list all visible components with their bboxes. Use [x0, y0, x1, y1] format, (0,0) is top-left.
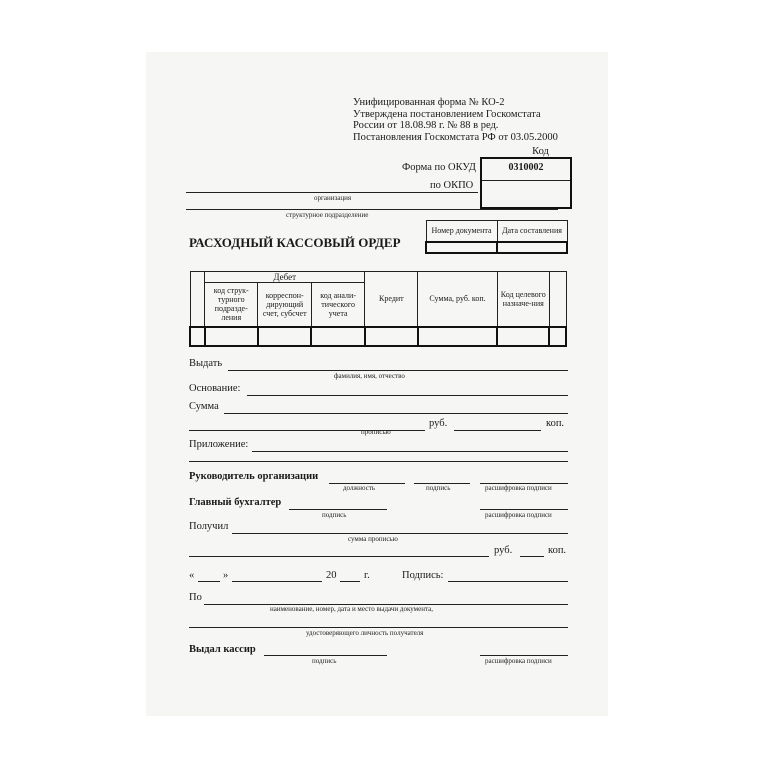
document-caption: наименование, номер, дата и место выдачи документа,	[270, 605, 433, 613]
sum-header: Сумма, руб. коп.	[418, 272, 497, 327]
quote-open: «	[189, 570, 195, 581]
kop-label: коп.	[546, 418, 565, 429]
recipient-signature-line[interactable]	[448, 581, 568, 582]
buh-decipher-line[interactable]	[480, 509, 568, 510]
header-line: Утверждена постановлением Госкомстата	[353, 108, 541, 120]
credit-header: Кредит	[365, 272, 418, 327]
podpis-caption: подпись	[426, 484, 451, 492]
analytic-code-cell[interactable]	[311, 327, 364, 346]
poluchil-kop-line[interactable]	[520, 556, 544, 557]
prilozhenie-label: Приложение:	[189, 439, 249, 450]
year-prefix: 20	[326, 570, 337, 581]
cashier-label: Выдал кассир	[189, 644, 256, 655]
summa-label: Сумма	[189, 401, 219, 412]
month-line[interactable]	[232, 581, 322, 582]
year-suffix: г.	[364, 570, 370, 581]
osnovanie-line[interactable]	[247, 395, 568, 396]
buh-signature-line[interactable]	[289, 509, 387, 510]
osnovanie-label: Основание:	[189, 383, 241, 394]
credit-cell[interactable]	[365, 327, 418, 346]
vydat-line[interactable]	[228, 370, 568, 371]
number-cell[interactable]	[426, 242, 497, 253]
poluchil-line-2[interactable]	[189, 556, 489, 557]
organization-line[interactable]	[186, 192, 478, 193]
summa-line[interactable]	[224, 413, 568, 414]
subdivision-line[interactable]	[186, 209, 558, 210]
po-label: По	[189, 592, 202, 603]
cashier-podpis-caption: подпись	[312, 657, 337, 665]
signature-label: Подпись:	[402, 570, 444, 581]
date-header: Дата составления	[497, 221, 567, 242]
header-line: Унифицированная форма № КО-2	[353, 97, 505, 108]
debit-table	[189, 271, 567, 347]
corr-account-header: корреспон-дирующий счет, субсчет	[258, 283, 312, 327]
okpo-label: по ОКПО	[430, 180, 474, 191]
poluchil-kop-label: коп.	[548, 545, 567, 556]
propisyu-caption: прописью	[361, 428, 391, 436]
subdivision-caption: структурное подразделение	[286, 211, 369, 219]
purpose-code-header: Код целевого назначе-ния	[497, 272, 549, 327]
poluchil-label: Получил	[189, 521, 229, 532]
structural-code-cell[interactable]	[205, 327, 258, 346]
header-line: Постановления Госкомстата РФ от 03.05.2000	[353, 131, 558, 143]
buh-podpis-caption: подпись	[322, 511, 347, 519]
okud-value: 0310002	[508, 162, 544, 173]
po-line-2[interactable]	[189, 627, 568, 628]
year-line[interactable]	[340, 581, 360, 582]
vydat-label: Выдать	[189, 358, 223, 369]
form-header-note	[353, 97, 558, 143]
code-box	[480, 157, 572, 209]
poluchil-rub-label: руб.	[494, 545, 513, 556]
cashier-decipher-line[interactable]	[480, 655, 568, 656]
structural-code-header: код струк-турного подразде-ления	[205, 283, 258, 327]
poluchil-line[interactable]	[232, 533, 568, 534]
cashier-signature-line[interactable]	[264, 655, 387, 656]
organization-caption: организация	[314, 194, 352, 202]
number-date-table	[425, 220, 568, 254]
sum-cell[interactable]	[418, 327, 497, 346]
head-label: Руководитель организации	[189, 471, 319, 482]
rasshifrovka-caption: расшифровка подписи	[485, 484, 552, 492]
cashier-rasshifrovka-caption: расшифровка подписи	[485, 657, 552, 665]
summa-propisyu-caption: сумма прописью	[348, 535, 398, 543]
fio-caption: фамилия, имя, отчество	[334, 372, 405, 380]
number-header: Номер документа	[426, 221, 497, 242]
quote-close: »	[223, 570, 229, 581]
prilozhenie-line-2[interactable]	[189, 461, 568, 462]
prilozhenie-line[interactable]	[252, 451, 568, 452]
corr-account-cell[interactable]	[258, 327, 312, 346]
dolzhnost-caption: должность	[343, 484, 376, 492]
document-title: РАСХОДНЫЙ КАССОВЫЙ ОРДЕР	[189, 235, 401, 250]
day-line[interactable]	[198, 581, 220, 582]
rub-label: руб.	[429, 418, 448, 429]
form-sheet	[146, 52, 608, 716]
purpose-code-cell[interactable]	[497, 327, 549, 346]
analytic-code-header: код анали-тического учета	[311, 283, 364, 327]
udost-caption: удостоверяющего личность получателя	[306, 629, 424, 637]
header-line: России от 18.08.98 г. № 88 в ред.	[353, 120, 499, 131]
okud-label: Форма по ОКУД	[402, 162, 476, 173]
kop-line[interactable]	[454, 430, 541, 431]
debet-header: Дебет	[205, 272, 365, 283]
buh-rasshifrovka-caption: расшифровка подписи	[485, 511, 552, 519]
kod-header: Код	[532, 146, 549, 157]
chief-accountant-label: Главный бухгалтер	[189, 497, 282, 508]
date-cell[interactable]	[497, 242, 567, 253]
